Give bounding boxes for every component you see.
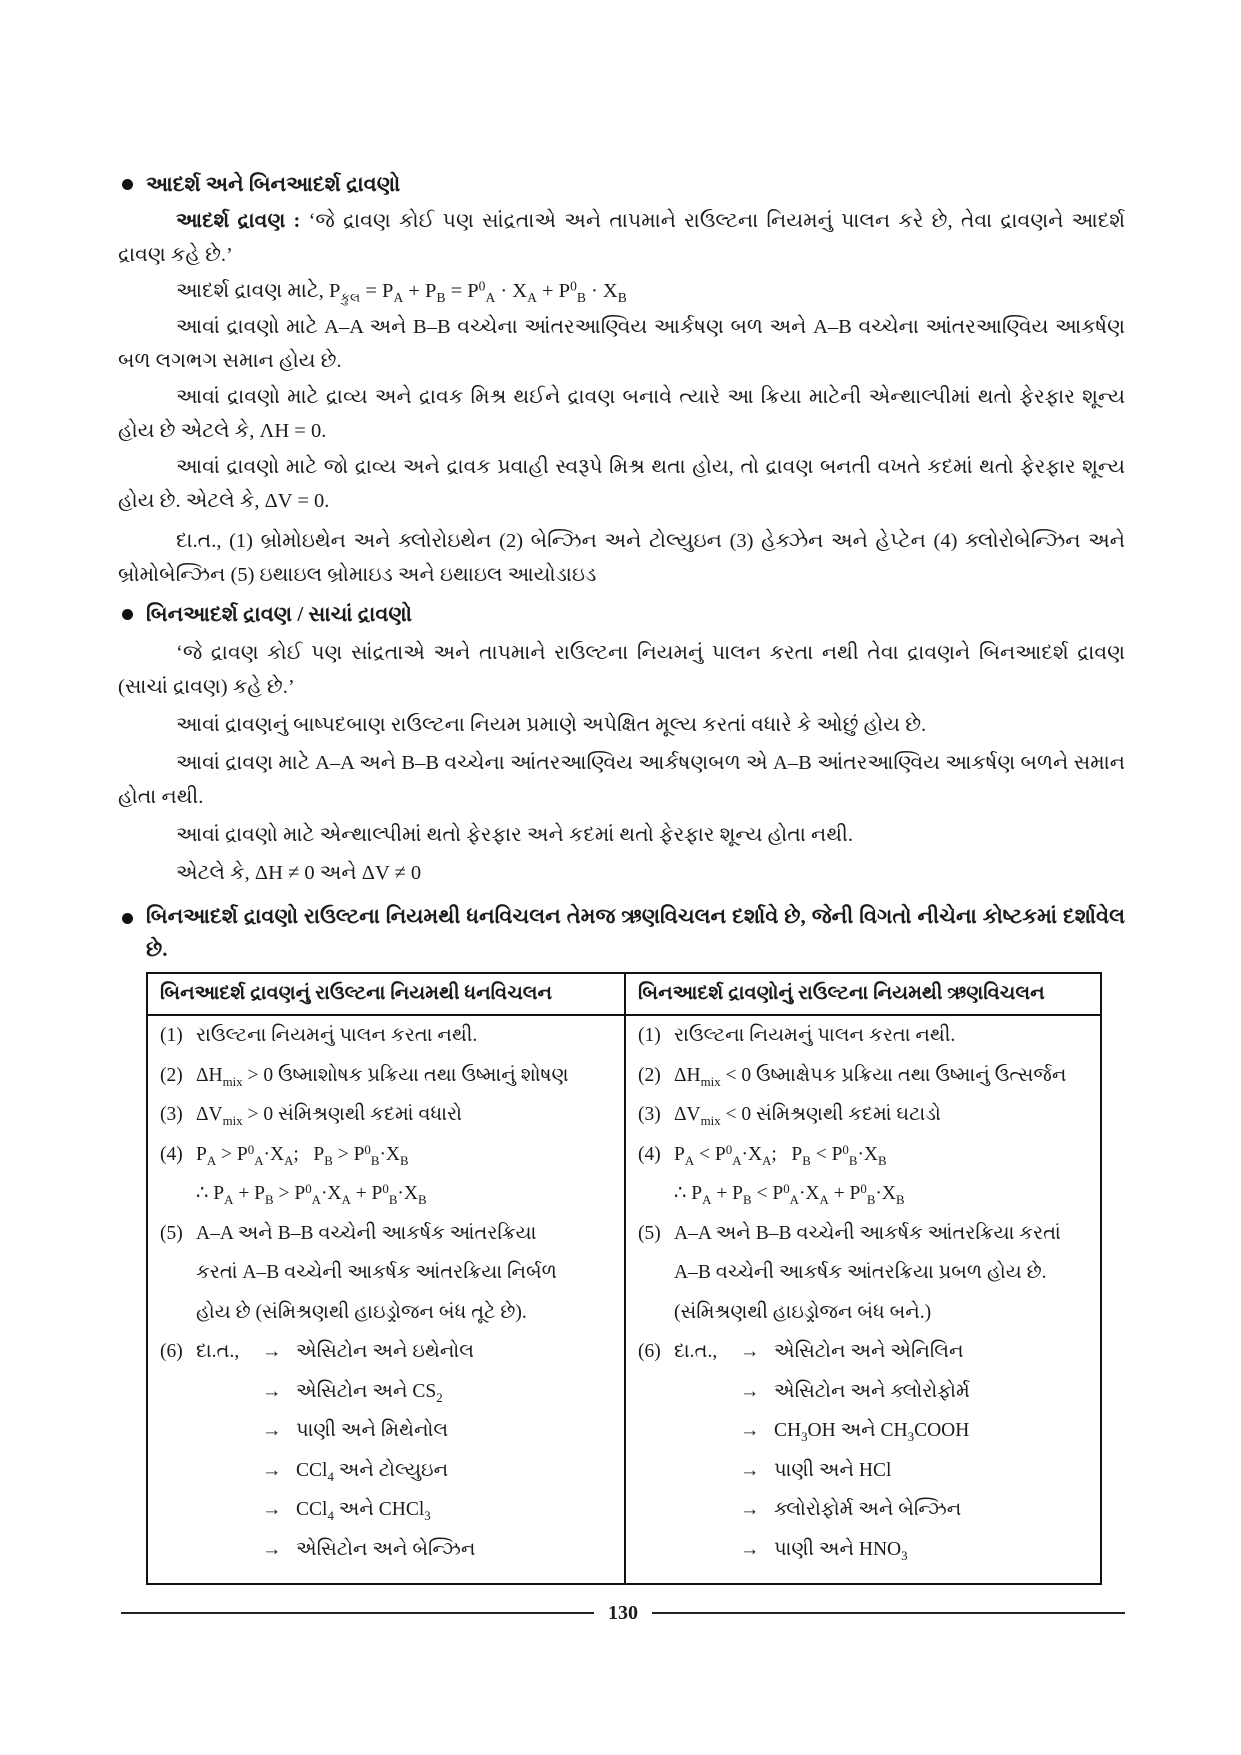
subscript: B — [418, 1192, 427, 1207]
text-run: આદર્શ દ્રાવણ માટે, P — [176, 280, 341, 302]
subscript: B — [848, 1153, 858, 1168]
superscript: 0 — [725, 1142, 733, 1157]
item-line — [674, 1253, 1096, 1293]
text-run: + P — [403, 280, 437, 302]
nonideal-vapour-pressure-paragraph: આવાં દ્રાવણનું બાષ્પદબાણ રાઉલ્ટના નિયમ પ્રમાણે અપેક્ષિત મૂલ્ય કરતાં વધારે કે ઓછું હોય છે. — [176, 714, 927, 736]
item-line — [196, 1135, 620, 1175]
item-line — [196, 1016, 620, 1056]
example-text — [296, 1420, 448, 1441]
subscript: B — [576, 290, 586, 306]
text-run: ΔH — [674, 1064, 701, 1086]
item-text — [196, 1095, 620, 1135]
page-footer — [121, 1601, 1125, 1625]
item-line — [674, 1016, 1096, 1056]
subscript: 3 — [901, 1548, 908, 1563]
ideal-enthalpy-paragraph: આવાં દ્રાવણો માટે દ્રાવ્ય અને દ્રાવક મિશ્ર થઈને દ્રાવણ બનાવે ત્યારે આ ક્રિયા માટેની એન્થાલ્પીમાં થતો ફેરફાર શૂન્ય હોય છે એટલે કે, ΛH = 0. — [118, 386, 1125, 442]
item-text — [674, 1214, 1096, 1333]
text-run: એસિટોન અને ઇથેનોલ — [296, 1341, 475, 1362]
example-text — [774, 1460, 891, 1481]
text-run: + P — [350, 1183, 383, 1204]
subscript: B — [802, 1153, 811, 1168]
list-item — [638, 1056, 1096, 1096]
subscript: B — [324, 1153, 333, 1168]
superscript: 0 — [247, 1142, 255, 1157]
text-run: CH — [774, 1420, 802, 1441]
text-run: ·X — [263, 1143, 285, 1165]
example-text — [774, 1499, 961, 1520]
text-run: (સંમિશ્રણથી હાઇડ્રોજન બંધ બને.) — [674, 1301, 932, 1323]
superscript: 0 — [842, 1142, 849, 1157]
text-run: ·X — [397, 1183, 418, 1204]
nonideal-forces-paragraph: આવાં દ્રાવણ માટે A–A અને B–B વચ્ચેના આંતરઆણ્વિય આર્કષણબળ એ A–B આંતરઆણ્વિય આકર્ષણ બળને સમાન હોતા નથી. — [118, 752, 1125, 808]
subscript: A — [254, 1153, 264, 1168]
text-run: · X — [495, 280, 528, 302]
text-run: = P — [360, 280, 394, 302]
superscript: 0 — [364, 1142, 371, 1157]
example-row — [262, 1451, 620, 1491]
arrow-glyph: → — [740, 1341, 760, 1362]
nonideal-changes-paragraph: આવાં દ્રાવણો માટે એન્થાલ્પીમાં થતો ફેરફાર અને કદમાં થતો ફેરફાર શૂન્ય હોતા નથી. — [176, 824, 854, 846]
example-row — [262, 1490, 620, 1530]
page-content — [118, 166, 1125, 1625]
subscript: A — [819, 1192, 829, 1207]
nonideal-conclusion: એટલે કે, ΔH ≠ 0 અને ΔV ≠ 0 — [176, 862, 422, 884]
deviation-intro — [118, 900, 1125, 966]
arrow-glyph: → — [262, 1499, 282, 1520]
text-run: < P — [694, 1143, 726, 1165]
item-number: (1) — [160, 1025, 183, 1046]
text-run: > 0 ઉષ્માશોષક પ્રક્રિયા તથા ઉષ્માનું શોષણ — [242, 1064, 569, 1086]
text-run: કરતાં A–B વચ્ચેની આકર્ષક આંતરક્રિયા નિર્બળ — [196, 1262, 557, 1283]
item-line — [196, 1095, 620, 1135]
text-run: = P — [445, 280, 479, 302]
subscript: B — [866, 1192, 876, 1207]
section-heading-ideal — [118, 166, 1125, 202]
text-run: A–A અને B–B વચ્ચેની આકર્ષક આંતરક્રિયા કરતાં — [674, 1222, 1061, 1244]
text-run: પાણી અને મિથેનોલ — [296, 1420, 449, 1441]
item-text — [674, 1056, 1096, 1096]
subscript: 3 — [801, 1429, 808, 1444]
text-run: ∴ P — [674, 1183, 703, 1204]
footer-rule-left — [121, 1612, 594, 1614]
subscript: A — [206, 1153, 217, 1168]
item-number: (4) — [638, 1143, 661, 1165]
list-item — [638, 1214, 1096, 1333]
item-text — [196, 1214, 620, 1333]
section-heading-nonideal — [118, 596, 1125, 632]
item-number: (6) — [160, 1341, 183, 1362]
example-text — [774, 1538, 908, 1563]
item-number: (2) — [160, 1064, 183, 1086]
text-run: ·X — [857, 1143, 879, 1165]
ideal-volume-paragraph: આવાં દ્રાવણો માટે જો દ્રાવ્ય અને દ્રાવક પ્રવાહી સ્વરૂપે મિશ્ર થતા હોય, તો દ્રાવણ બનતી વખતે કદમાં થતો ફેરફાર શૂન્ય હોય છે. એટલે કે, ΔV = 0. — [118, 456, 1125, 512]
text-run: પાણી અને HNO — [774, 1538, 902, 1560]
superscript: 0 — [478, 278, 486, 294]
subscript: B — [878, 1153, 887, 1168]
item-text — [196, 1016, 620, 1056]
bullet-icon — [122, 913, 133, 924]
subscript: A — [284, 1153, 294, 1168]
list-item — [638, 1095, 1096, 1135]
text-run: < 0 સંમિશ્રણથી કદમાં ઘટાડો — [720, 1104, 941, 1125]
example-text — [296, 1341, 474, 1362]
subscript: B — [265, 1192, 274, 1207]
text-run: ·X — [741, 1143, 763, 1165]
text-run: A–B વચ્ચેની આકર્ષક આંતરક્રિયા પ્રબળ હોય છે. — [674, 1262, 1047, 1283]
item-line — [674, 1135, 1096, 1175]
examples-item — [160, 1332, 620, 1569]
subscript: B — [388, 1192, 398, 1207]
list-item — [638, 1016, 1096, 1056]
subscript: B — [370, 1153, 380, 1168]
text-run: < P — [751, 1183, 784, 1204]
text-run: એસિટોન અને એનિલિન — [774, 1341, 964, 1362]
column-header: બિનઆદર્શ દ્રાવણનું રાઉલ્ટના નિયમથી ધનવિચલન — [148, 974, 624, 1016]
text-run: P — [674, 1143, 685, 1165]
text-run: · X — [585, 280, 618, 302]
subscript: A — [224, 1192, 234, 1207]
item-number: (3) — [160, 1104, 183, 1125]
deviation-table — [146, 972, 1102, 1585]
arrow-glyph: → — [740, 1380, 760, 1402]
text-run: A–A અને B–B વચ્ચેની આકર્ષક આંતરક્રિયા — [196, 1222, 537, 1244]
example-row — [740, 1451, 1096, 1491]
item-line — [196, 1174, 620, 1214]
subscript: B — [400, 1153, 409, 1168]
item-line — [674, 1214, 1096, 1254]
column-body — [626, 1016, 1100, 1583]
positive-deviation-column — [148, 974, 624, 1583]
text-run: એસિટોન અને ક્લોરોફોર્મ — [774, 1380, 970, 1402]
text-run: > 0 સંમિશ્રણથી કદમાં વધારો — [242, 1104, 462, 1125]
text-run: હોય છે (સંમિશ્રણથી હાઇડ્રોજન બંધ તૂટે છે). — [196, 1301, 527, 1323]
subscript: mix — [222, 1074, 243, 1089]
text-run: > P — [273, 1183, 306, 1204]
heading-text: બિનઆદર્શ દ્રાવણ / સાચાં દ્રાવણો — [146, 602, 412, 626]
arrow-glyph: → — [262, 1459, 282, 1481]
item-text — [674, 1016, 1096, 1056]
item-number: (2) — [638, 1064, 661, 1086]
text-run: પાણી અને HCl — [774, 1459, 892, 1481]
subscript: A — [789, 1192, 799, 1207]
item-line — [196, 1214, 620, 1254]
column-header: બિનઆદર્શ દ્રાવણોનું રાઉલ્ટના નિયમથી ઋણવિચલન — [626, 974, 1100, 1016]
example-row — [740, 1530, 1096, 1570]
subscript: mix — [700, 1074, 721, 1089]
example-text — [296, 1380, 443, 1405]
column-body — [148, 1016, 624, 1583]
text-run: ; P — [293, 1143, 325, 1165]
text-run: < P — [810, 1143, 843, 1165]
example-text — [774, 1420, 970, 1444]
subscript: A — [527, 290, 537, 306]
text-run: એસિટોન અને CS — [296, 1380, 437, 1402]
ideal-raoult-formula — [118, 274, 1125, 308]
definition-label: આદર્શ દ્રાવણ : — [176, 210, 301, 232]
example-row — [262, 1530, 620, 1570]
text-run: CCl — [296, 1499, 328, 1520]
text-run: ·X — [875, 1183, 896, 1204]
subscript: A — [311, 1192, 321, 1207]
text-run: + P — [536, 280, 571, 302]
item-line — [196, 1056, 620, 1096]
item-line — [674, 1293, 1096, 1333]
superscript: 0 — [382, 1181, 389, 1196]
text-run: ΔV — [196, 1104, 223, 1125]
arrow-glyph: → — [740, 1538, 760, 1560]
text-run: ·X — [798, 1183, 820, 1204]
example-text — [774, 1341, 964, 1362]
page-number: 130 — [608, 1602, 638, 1624]
arrow-glyph: → — [740, 1459, 760, 1481]
item-number: (1) — [638, 1025, 661, 1046]
nonideal-definition: ‘જે દ્રાવણ કોઈ પણ સાંદ્રતાએ અને તાપમાને રાઉલ્ટના નિયમનું પાલન કરતા નથી તેવા દ્રાવણને બિનઆદર્શ દ્રાવણ (સાચાં દ્રાવણ) કહે છે.’ — [118, 642, 1125, 698]
subscript: A — [485, 290, 496, 306]
superscript: 0 — [783, 1181, 790, 1196]
arrow-glyph: → — [262, 1420, 282, 1441]
subscript: A — [762, 1153, 772, 1168]
definition-text: ‘જે દ્રાવણ કોઈ પણ સાંદ્રતાએ અને તાપમાને રાઉલ્ટના નિયમનું પાલન કરે છે, તેવા દ્રાવણને આદર્શ દ્રાવણ કહે છે.’ — [118, 210, 1126, 266]
text-run: ક્લોરોફોર્મ અને બેન્ઝિન — [774, 1499, 962, 1520]
subscript: B — [896, 1192, 905, 1207]
subscript: A — [732, 1153, 742, 1168]
text-run: ΔV — [674, 1104, 701, 1125]
subscript: 3 — [907, 1429, 915, 1444]
list-item — [160, 1056, 620, 1096]
item-number: (5) — [160, 1222, 183, 1244]
example-row — [262, 1372, 620, 1412]
superscript: 0 — [860, 1181, 867, 1196]
text-run: અને ટોલ્યુઇન — [333, 1459, 449, 1481]
item-text — [196, 1135, 620, 1214]
subscript: B — [617, 290, 627, 306]
example-row — [740, 1372, 1096, 1412]
subscript: 2 — [436, 1390, 443, 1405]
item-line — [196, 1293, 620, 1333]
examples-label: દા.ત., — [674, 1341, 718, 1362]
text-run: P — [196, 1143, 207, 1165]
subscript: કુલ — [340, 290, 361, 306]
text-run: + P — [233, 1183, 266, 1204]
text-run: > P — [332, 1143, 365, 1165]
subscript: 3 — [424, 1508, 431, 1523]
list-item — [160, 1214, 620, 1333]
text-run: ·X — [320, 1183, 342, 1204]
text-run: એસિટોન અને બેન્ઝિન — [296, 1538, 476, 1560]
arrow-glyph: → — [262, 1538, 282, 1560]
text-run: ΔH — [196, 1064, 223, 1086]
text-run: ·X — [379, 1143, 401, 1165]
item-line — [674, 1095, 1096, 1135]
list-item — [160, 1135, 620, 1214]
example-text — [296, 1539, 475, 1560]
examples-item — [638, 1332, 1096, 1569]
arrow-glyph: → — [262, 1380, 282, 1402]
item-line — [674, 1056, 1096, 1096]
example-text — [774, 1381, 970, 1402]
text-run: + P — [711, 1183, 744, 1204]
examples-label: દા.ત., — [196, 1341, 240, 1362]
example-text — [296, 1459, 449, 1484]
example-text — [296, 1499, 431, 1523]
text-run: > P — [216, 1143, 248, 1165]
list-item — [638, 1135, 1096, 1214]
bullet-icon — [122, 179, 133, 190]
bullet-icon — [122, 609, 133, 620]
arrow-glyph: → — [740, 1499, 760, 1520]
subscript: 4 — [327, 1469, 334, 1484]
subscript: A — [341, 1192, 351, 1207]
text-run: ∴ P — [196, 1183, 225, 1204]
subscript: mix — [700, 1113, 721, 1128]
examples-list — [262, 1332, 620, 1569]
subscript: A — [393, 290, 404, 306]
item-number: (5) — [638, 1222, 661, 1244]
item-number: (3) — [638, 1104, 661, 1125]
text-run: + P — [828, 1183, 861, 1204]
example-row — [262, 1332, 620, 1372]
item-line — [196, 1253, 620, 1293]
subscript: 4 — [327, 1508, 334, 1523]
intro-text: બિનઆદર્શ દ્રાવણો રાઉલ્ટના નિયમથી ધનવિચલન તેમજ ઋણવિચલન દર્શાવે છે, જેની વિગતો નીચેના કોષ્ટકમાં દર્શાવેલ છે. — [146, 904, 1125, 961]
text-run: < 0 ઉષ્માક્ષેપક પ્રક્રિયા તથા ઉષ્માનું ઉત્સર્જન — [720, 1064, 1067, 1086]
text-run: અને CHCl — [333, 1499, 425, 1520]
example-row — [262, 1411, 620, 1451]
superscript: 0 — [305, 1181, 312, 1196]
example-row — [740, 1490, 1096, 1530]
item-text — [196, 1056, 620, 1096]
text-run: OH અને CH — [807, 1420, 908, 1441]
examples-list — [740, 1332, 1096, 1569]
text-run: COOH — [914, 1420, 970, 1441]
item-text — [674, 1135, 1096, 1214]
list-item — [160, 1016, 620, 1056]
ideal-definition — [118, 204, 1125, 272]
text-run: CCl — [296, 1459, 328, 1481]
item-line — [674, 1174, 1096, 1214]
ideal-forces-paragraph: આવાં દ્રાવણો માટે A–A અને B–B વચ્ચેના આંતરઆણ્વિય આર્કષણ બળ અને A–B વચ્ચેના આંતરઆણ્વિય આકર્ષણ બળ લગભગ સમાન હોય છે. — [118, 316, 1125, 372]
superscript: 0 — [570, 278, 577, 294]
list-item — [160, 1095, 620, 1135]
subscript: B — [743, 1192, 752, 1207]
ideal-examples-paragraph: દા.ત., (1) બ્રોમોઇથેન અને ક્લોરોઇથેન (2) બેન્ઝિન અને ટોલ્યુઇન (3) હેક્ઝેન અને હેપ્ટેન (4) ક્લોરોબેન્ઝિન અને બ્રોમોબેન્ઝિન (5) ઇથાઇલ બ્રોમાઇડ અને ઇથાઇલ આયોડાઇડ — [118, 530, 1125, 586]
subscript: A — [702, 1192, 712, 1207]
text-run: રાઉલ્ટના નિયમનું પાલન કરતા નથી. — [674, 1025, 956, 1046]
example-row — [740, 1332, 1096, 1372]
text-run: ; P — [771, 1143, 803, 1165]
arrow-glyph: → — [262, 1341, 282, 1362]
subscript: mix — [222, 1113, 243, 1128]
item-text — [674, 1095, 1096, 1135]
heading-text: આદર્શ અને બિનઆદર્શ દ્રાવણો — [146, 172, 401, 196]
item-number: (6) — [638, 1341, 661, 1362]
arrow-glyph: → — [740, 1420, 760, 1441]
item-number: (4) — [160, 1143, 183, 1165]
subscript: A — [684, 1153, 695, 1168]
example-row — [740, 1411, 1096, 1451]
text-run: રાઉલ્ટના નિયમનું પાલન કરતા નથી. — [196, 1025, 478, 1046]
negative-deviation-column — [624, 974, 1100, 1583]
subscript: B — [436, 290, 446, 306]
footer-rule-right — [652, 1612, 1125, 1614]
